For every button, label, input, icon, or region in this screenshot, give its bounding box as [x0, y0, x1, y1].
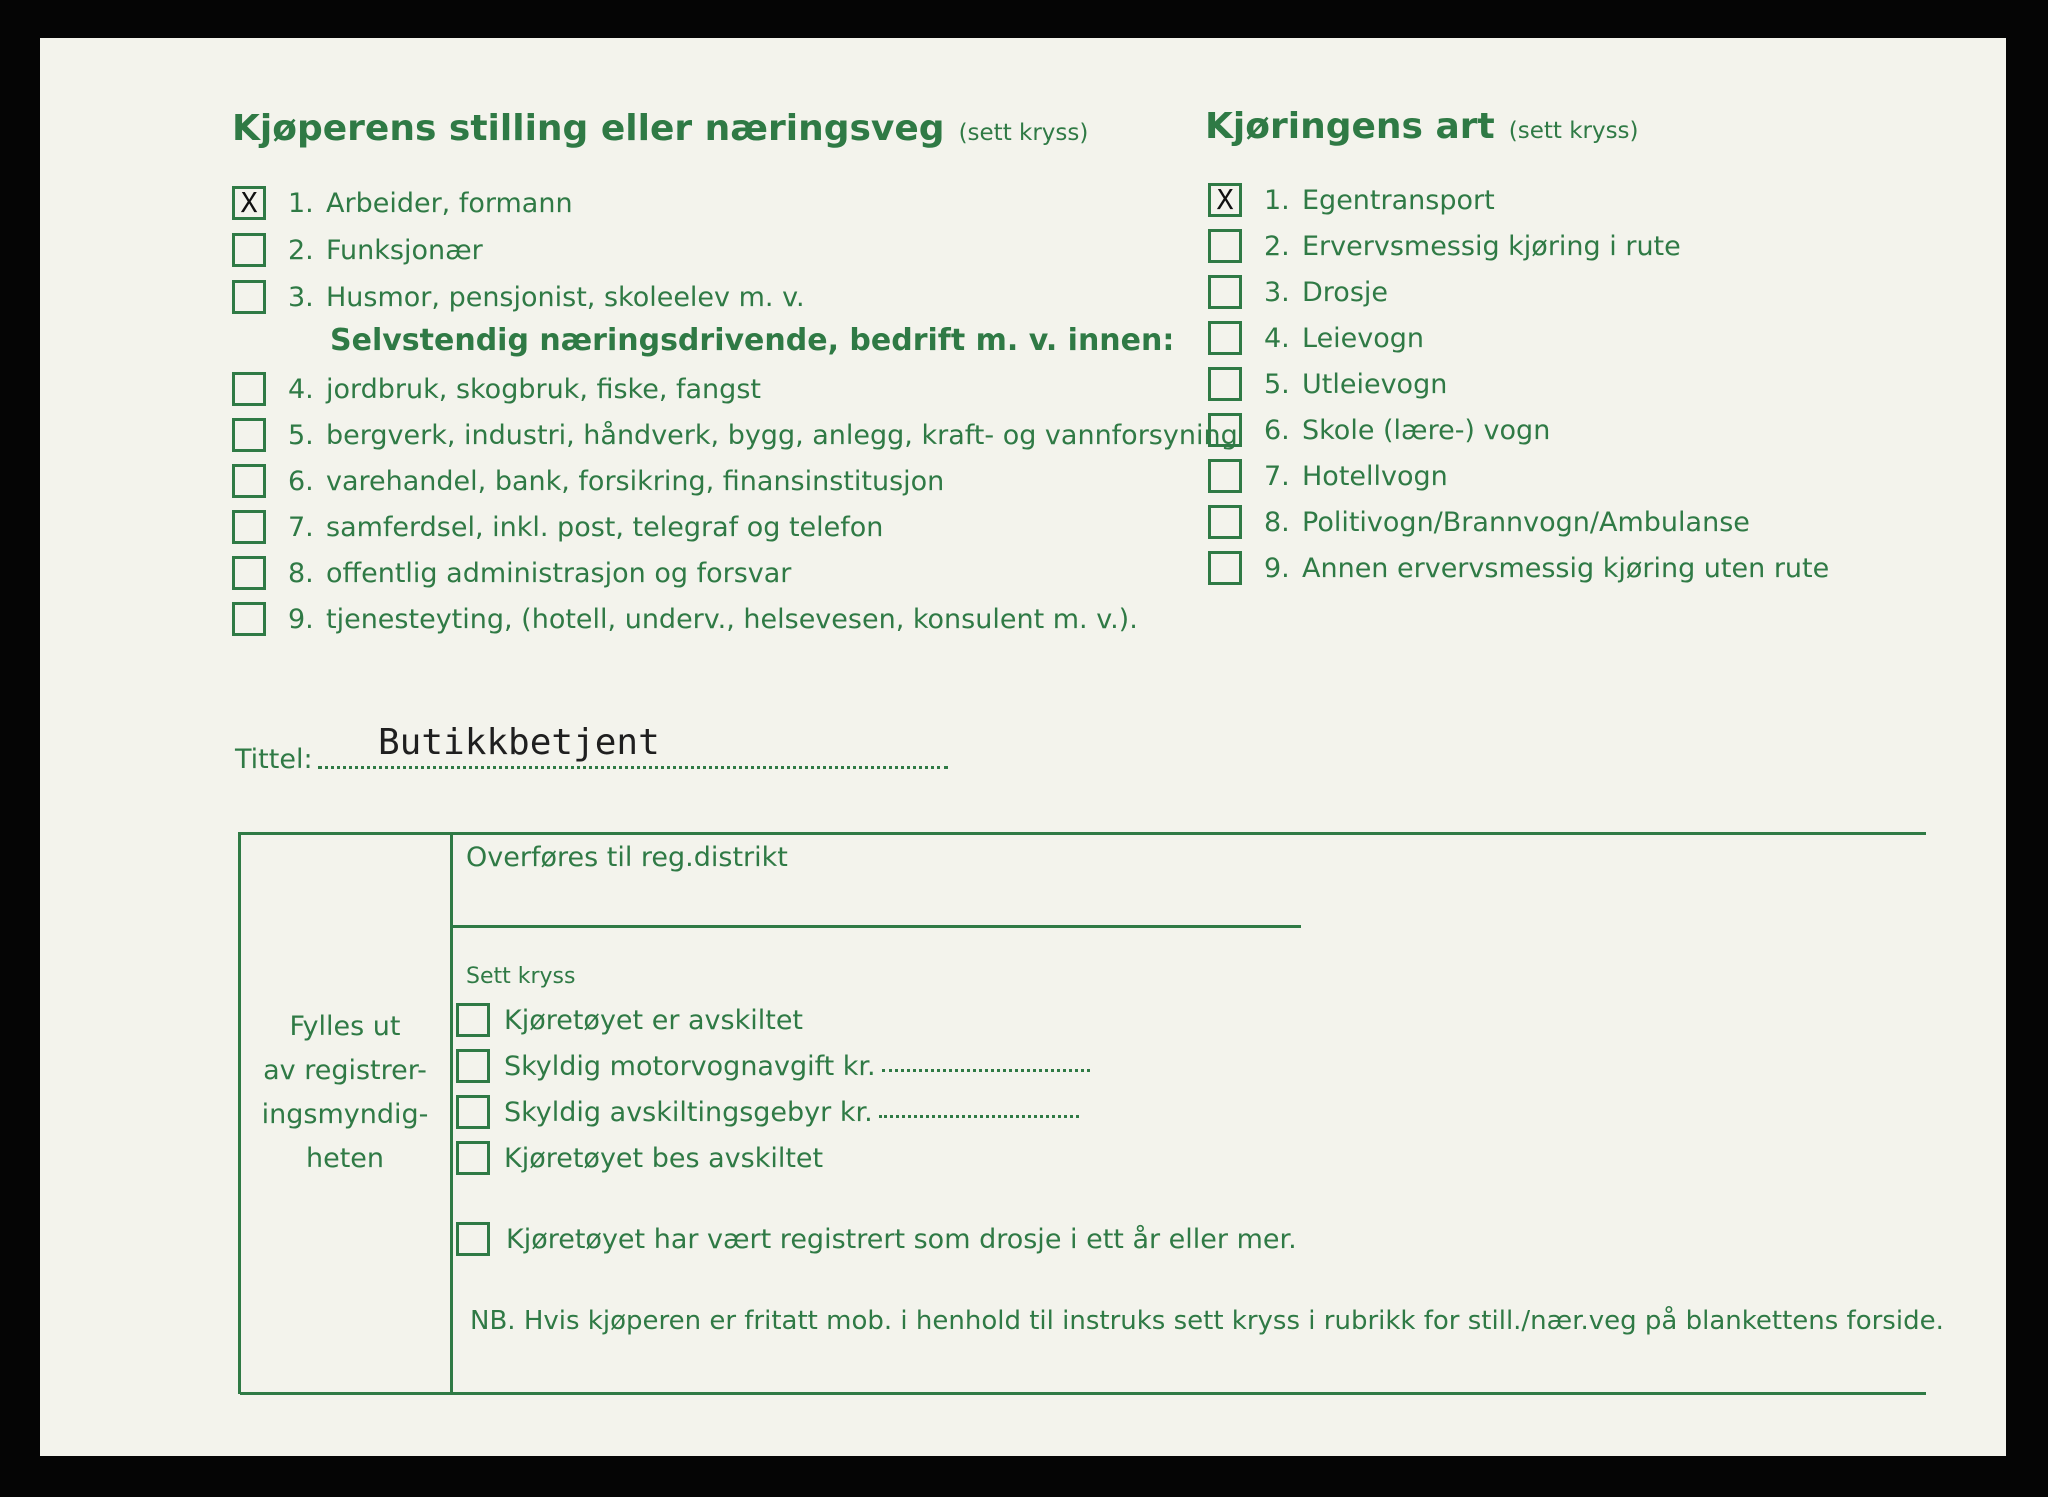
left-item-label: varehandel, bank, forsikring, finansinstitusjon: [326, 465, 945, 497]
box-left-line: [238, 834, 241, 1394]
left-item-num: 6.: [288, 465, 314, 497]
right-item-8[interactable]: [1208, 505, 1750, 539]
official-check-4[interactable]: [456, 1141, 823, 1175]
box-side-line: Fylles ut: [289, 1011, 401, 1042]
left-item-num: 7.: [288, 511, 314, 543]
official-check-2[interactable]: [456, 1049, 1090, 1083]
right-item-6[interactable]: [1208, 413, 1550, 447]
left-item-4[interactable]: [232, 372, 761, 406]
right-item-2[interactable]: [1208, 229, 1681, 263]
box-bottom-line: [240, 1392, 1926, 1395]
right-item-9[interactable]: [1208, 551, 1829, 585]
left-checkbox-2[interactable]: [232, 233, 266, 267]
right-checkbox-6[interactable]: [1208, 413, 1242, 447]
right-item-4[interactable]: [1208, 321, 1424, 355]
right-item-label: Drosje: [1302, 276, 1388, 308]
right-item-label: Skole (lære-) vogn: [1302, 414, 1551, 446]
right-item-label: Ervervsmessig kjøring i rute: [1302, 230, 1681, 262]
left-checkbox-5[interactable]: [232, 418, 266, 452]
left-item-8[interactable]: [232, 556, 791, 590]
right-item-label: Leievogn: [1302, 322, 1425, 354]
right-item-3[interactable]: [1208, 275, 1388, 309]
drosje-check-label: Kjøretøyet har vært registrert som drosje i ett år eller mer.: [506, 1223, 1297, 1255]
right-section-title: [1205, 106, 1639, 147]
right-checkbox-5[interactable]: [1208, 367, 1242, 401]
box-side-line: av registrer-: [263, 1055, 427, 1086]
right-checkbox-4[interactable]: [1208, 321, 1242, 355]
right-section-title-text: Kjøringens art: [1205, 106, 1495, 147]
left-section-note: (sett kryss): [958, 120, 1089, 146]
left-checkbox-9[interactable]: [232, 602, 266, 636]
right-checkbox-9[interactable]: [1208, 551, 1242, 585]
left-item-3[interactable]: [232, 280, 805, 314]
left-item-5[interactable]: [232, 418, 1238, 452]
official-check-label: Kjøretøyet bes avskiltet: [504, 1142, 824, 1174]
motorvognavgift-dots: [882, 1061, 1090, 1072]
box-divider-line: [450, 834, 453, 1392]
avskiltingsgebyr-dots: [879, 1107, 1079, 1118]
right-item-label: Utleievogn: [1302, 368, 1448, 400]
left-item-label: samferdsel, inkl. post, telegraf og telefon: [326, 511, 884, 543]
left-item-num: 1.: [288, 187, 314, 219]
official-checkbox-4[interactable]: [456, 1141, 490, 1175]
right-item-7[interactable]: [1208, 459, 1448, 493]
right-checkbox-8[interactable]: [1208, 505, 1242, 539]
right-checkbox-2[interactable]: [1208, 229, 1242, 263]
left-item-label: jordbruk, skogbruk, fiske, fangst: [326, 373, 761, 405]
right-item-num: 4.: [1264, 322, 1290, 354]
right-item-5[interactable]: [1208, 367, 1447, 401]
official-check-label: Skyldig avskiltingsgebyr kr.: [504, 1096, 873, 1128]
right-checkbox-3[interactable]: [1208, 275, 1242, 309]
drosje-checkbox[interactable]: [456, 1222, 490, 1256]
left-checkbox-8[interactable]: [232, 556, 266, 590]
drosje-check[interactable]: [456, 1222, 1297, 1256]
official-checkbox-2[interactable]: [456, 1049, 490, 1083]
sett-kryss-label: Sett kryss: [466, 964, 576, 989]
right-item-1[interactable]: [1208, 183, 1495, 217]
official-check-1[interactable]: [456, 1003, 803, 1037]
right-item-num: 6.: [1264, 414, 1290, 446]
tittel-input[interactable]: Butikkbetjent: [378, 722, 660, 763]
left-item-label: tjenesteyting, (hotell, underv., helsevesen, konsulent m. v.).: [326, 603, 1138, 635]
box-side-line: ingsmyndig-: [261, 1099, 429, 1130]
left-item-2[interactable]: [232, 233, 483, 267]
left-subheading: Selvstendig næringsdrivende, bedrift m. v. innen:: [330, 323, 1175, 358]
left-item-label: Husmor, pensjonist, skoleelev m. v.: [326, 281, 805, 313]
right-item-num: 3.: [1264, 276, 1290, 308]
left-item-num: 2.: [288, 234, 314, 266]
left-checkbox-4[interactable]: [232, 372, 266, 406]
left-item-label: bergverk, industri, håndverk, bygg, anlegg, kraft- og vannforsyning: [326, 419, 1238, 451]
left-item-num: 4.: [288, 373, 314, 405]
right-item-num: 2.: [1264, 230, 1290, 262]
left-item-label: offentlig administrasjon og forsvar: [326, 557, 792, 589]
left-section-title: [232, 108, 1088, 149]
left-item-1[interactable]: [232, 186, 573, 220]
official-check-label: Skyldig motorvognavgift kr.: [504, 1050, 876, 1082]
right-item-label: Hotellvogn: [1302, 460, 1448, 492]
left-checkbox-1[interactable]: X: [232, 186, 266, 220]
official-check-3[interactable]: [456, 1095, 1079, 1129]
right-item-label: Egentransport: [1302, 184, 1495, 216]
right-item-num: 9.: [1264, 552, 1290, 584]
box-side-text: [250, 1005, 440, 1181]
left-item-7[interactable]: [232, 510, 883, 544]
right-item-num: 5.: [1264, 368, 1290, 400]
left-item-num: 8.: [288, 557, 314, 589]
left-item-num: 3.: [288, 281, 314, 313]
box-side-line: heten: [305, 1143, 385, 1174]
right-item-num: 1.: [1264, 184, 1290, 216]
left-item-label: Funksjonær: [326, 234, 483, 266]
left-section-title-text: Kjøperens stilling eller næringsveg: [232, 108, 945, 149]
right-item-label: Politivogn/Brannvogn/Ambulanse: [1302, 506, 1750, 538]
nb-note: NB. Hvis kjøperen er fritatt mob. i henhold til instruks sett kryss i rubrikk for still./nær.veg på blankettens forside.: [470, 1306, 1944, 1336]
left-item-6[interactable]: [232, 464, 944, 498]
left-checkbox-3[interactable]: [232, 280, 266, 314]
transfer-underline: [453, 925, 1301, 928]
right-item-num: 8.: [1264, 506, 1290, 538]
right-item-num: 7.: [1264, 460, 1290, 492]
transfer-label: Overføres til reg.distrikt: [466, 842, 788, 873]
right-item-label: Annen ervervsmessig kjøring uten rute: [1302, 552, 1830, 584]
left-item-label: Arbeider, formann: [326, 187, 573, 219]
box-top-line: [238, 832, 1926, 835]
right-checkbox-7[interactable]: [1208, 459, 1242, 493]
left-item-num: 5.: [288, 419, 314, 451]
left-checkbox-6[interactable]: [232, 464, 266, 498]
right-section-note: (sett kryss): [1508, 118, 1639, 144]
official-checkbox-1[interactable]: [456, 1003, 490, 1037]
left-item-9[interactable]: [232, 602, 1138, 636]
left-checkbox-7[interactable]: [232, 510, 266, 544]
left-item-num: 9.: [288, 603, 314, 635]
official-check-label: Kjøretøyet er avskiltet: [504, 1004, 804, 1036]
tittel-label: Tittel:: [235, 744, 313, 775]
official-checkbox-3[interactable]: [456, 1095, 490, 1129]
right-checkbox-1[interactable]: X: [1208, 183, 1242, 217]
